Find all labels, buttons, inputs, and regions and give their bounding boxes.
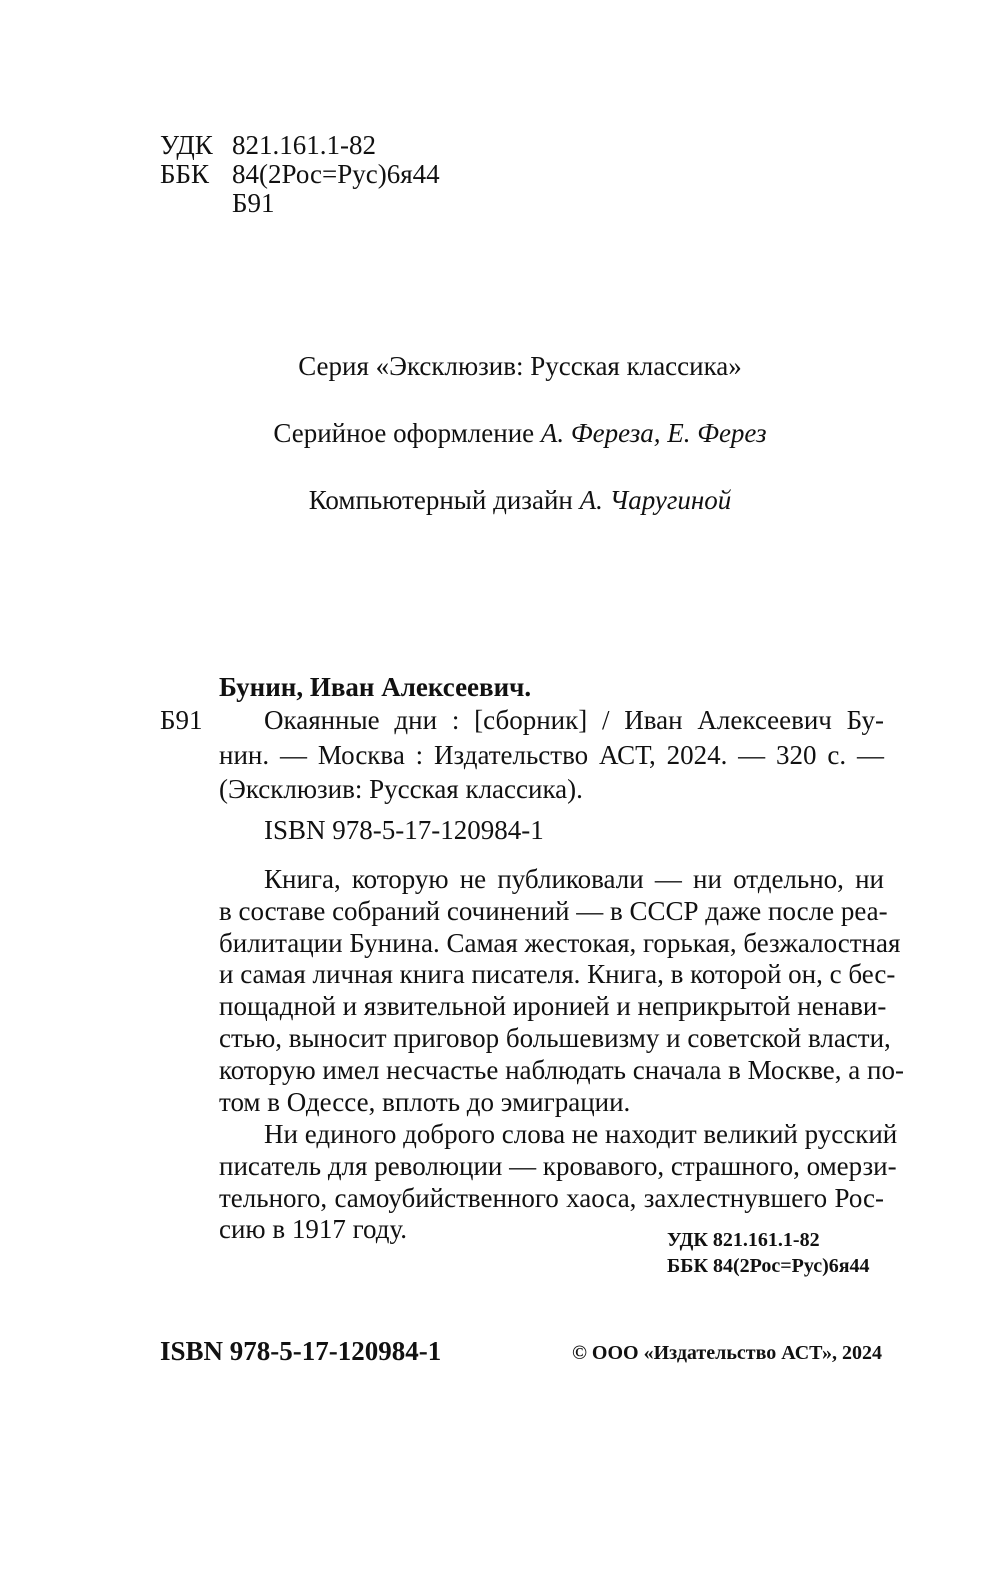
annotation-line: в составе собраний сочинений — в СССР даже после реа- xyxy=(219,895,888,926)
annotation-line: которую имел несчастье наблюдать сначала в Москве, а по- xyxy=(219,1054,904,1085)
annotation-line: том в Одессе, вплоть до эмиграции. xyxy=(219,1086,631,1117)
series-line: Серия «Эксклюзив: Русская классика» xyxy=(298,351,742,381)
annotation-line: пощадной и язвительной иронией и неприкрытой ненави- xyxy=(219,991,887,1022)
bbk-value: 84(2Рос=Рус)6я44 xyxy=(232,159,440,189)
bibliographic-description xyxy=(219,703,884,807)
bib-line: нин. — Москва : Издательство АСТ, 2024. — 320 с. — xyxy=(219,739,884,770)
annotation-line: и самая личная книга писателя. Книга, в которой он, с бес- xyxy=(219,959,896,990)
catalog-isbn: ISBN 978-5-17-120984-1 xyxy=(264,815,544,845)
annotation-line: Книга, которую не публиковали — ни отдельно, ни xyxy=(264,864,884,894)
author-sign-top: Б91 xyxy=(232,188,275,218)
annotation-line: билитации Бунина. Самая жестокая, горькая, безжалостная xyxy=(219,927,901,958)
udk-value: 821.161.1-82 xyxy=(232,130,376,160)
copyright-notice: © ООО «Издательство АСТ», 2024 xyxy=(571,1342,882,1364)
computer-design-line xyxy=(0,485,1000,516)
annotation-line: писатель для революции — кровавого, страшного, омерзи- xyxy=(219,1150,897,1181)
annotation-paragraph-1 xyxy=(219,864,904,1118)
computer-design-name: А. Чаругиной xyxy=(579,485,732,515)
series-design-prefix: Серийное оформление xyxy=(273,418,541,448)
bbk-line xyxy=(160,157,440,191)
series-design-line xyxy=(0,418,1000,449)
bib-line: Окаянные дни : [сборник] / Иван Алексеевич Бу- xyxy=(264,705,884,735)
series-design-names: А. Фереза, Е. Ферез xyxy=(540,418,767,448)
annotation-line: Ни единого доброго слова не находит великий русский xyxy=(264,1119,898,1149)
computer-design-prefix: Компьютерный дизайн xyxy=(308,485,580,515)
bbk-label: ББК xyxy=(160,159,210,189)
annotation-line: тельного, самоубийственного хаоса, захлестнувшего Рос- xyxy=(219,1182,884,1213)
isbn-footer: ISBN 978-5-17-120984-1 xyxy=(160,1336,442,1366)
author-cipher: Б91 xyxy=(160,705,203,735)
annotation-line: сию в 1917 году. xyxy=(219,1214,408,1245)
udk-bottom: УДК 821.161.1-82 xyxy=(667,1229,820,1251)
annotation-line: стью, выносит приговор большевизму и советской власти, xyxy=(219,1022,891,1053)
author-heading: Бунин, Иван Алексеевич. xyxy=(219,672,532,702)
bib-line: (Эксклюзив: Русская классика). xyxy=(219,774,583,804)
bbk-bottom: ББК 84(2Рос=Рус)6я44 xyxy=(667,1255,870,1277)
udk-label: УДК xyxy=(160,130,213,160)
